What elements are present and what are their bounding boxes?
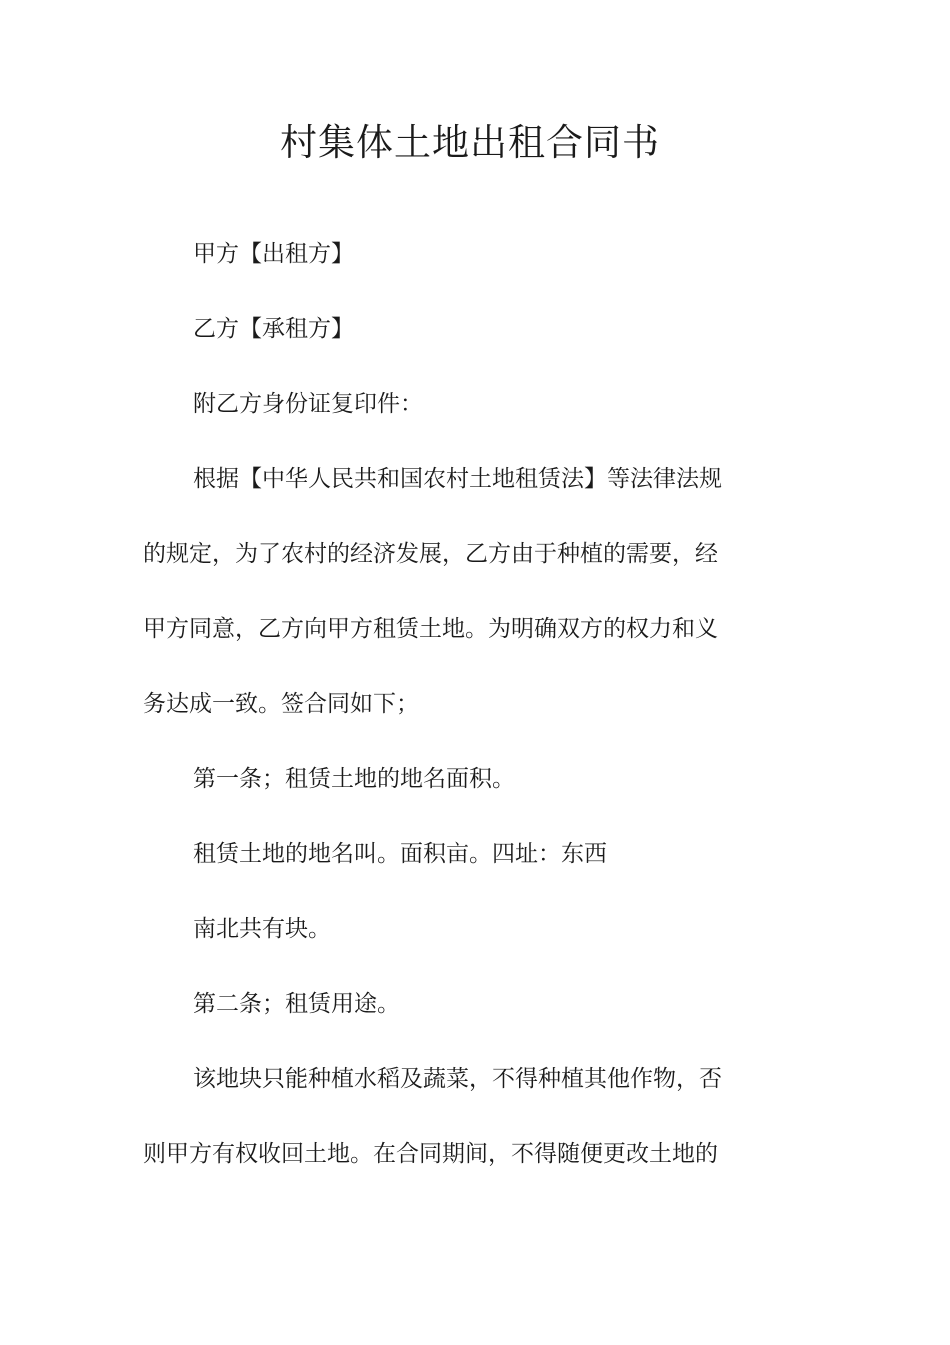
paragraph-line-party-a: 甲方【出租方】: [193, 241, 354, 267]
paragraph-line: 南北共有块。: [193, 916, 331, 942]
paragraph-line: 根据【中华人民共和国农村土地租赁法】等法律法规: [193, 466, 722, 492]
article-heading: 第一条；租赁土地的地名面积。: [193, 766, 515, 792]
paragraph-line: 租赁土地的地名叫。面积亩。四址：东西: [193, 841, 607, 867]
paragraph-line: 该地块只能种植水稻及蔬菜，不得种植其他作物，否: [193, 1066, 722, 1092]
paragraph-line-party-b: 乙方【承租方】: [193, 316, 354, 342]
document-title: 村集体土地出租合同书: [280, 121, 660, 164]
paragraph-line: 则甲方有权收回土地。在合同期间，不得随便更改土地的: [143, 1141, 718, 1167]
article-heading: 第二条；租赁用途。: [193, 991, 400, 1017]
paragraph-line: 务达成一致。签合同如下；: [143, 691, 419, 717]
paragraph-line-id-copy: 附乙方身份证复印件：: [193, 391, 423, 417]
paragraph-line: 的规定，为了农村的经济发展，乙方由于种植的需要，经: [143, 541, 718, 567]
paragraph-line: 甲方同意，乙方向甲方租赁土地。为明确双方的权力和义: [143, 616, 718, 642]
